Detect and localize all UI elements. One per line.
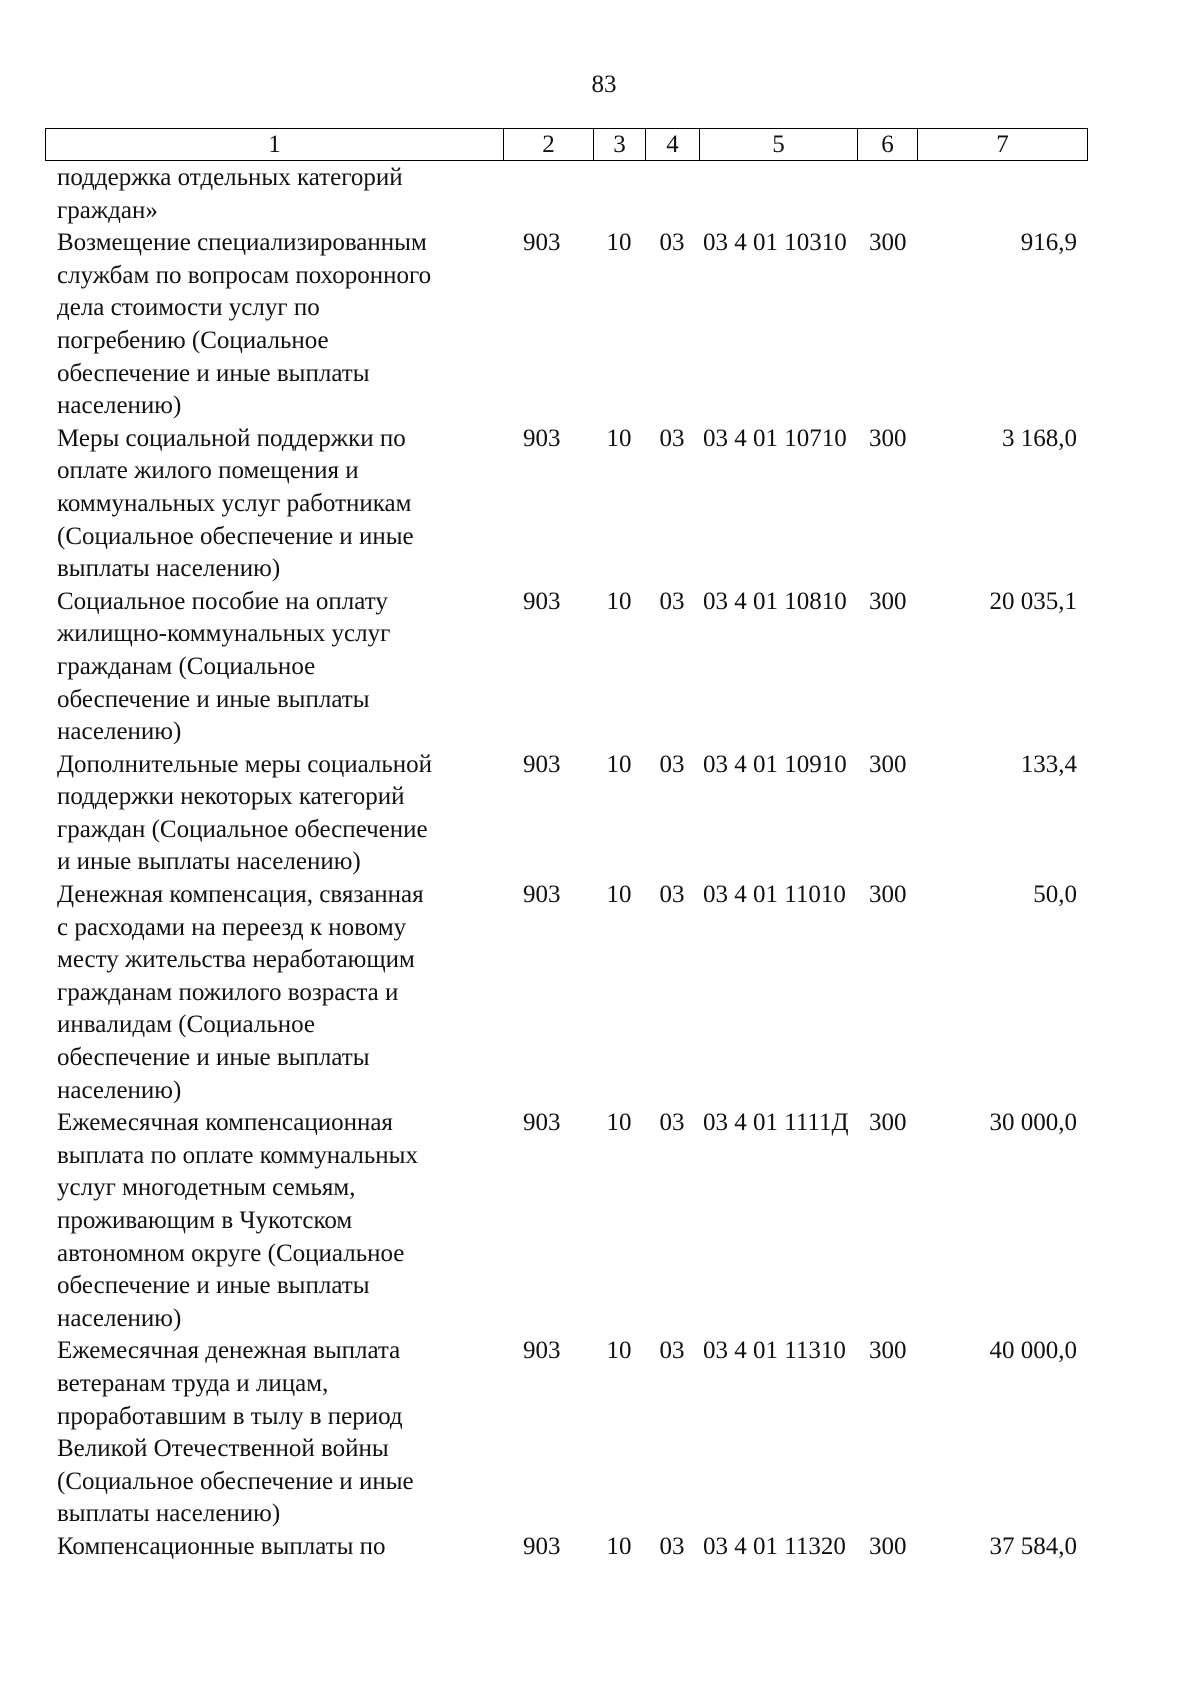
table-row bbox=[45, 749, 1087, 879]
expense-type-cell: 300 bbox=[869, 1109, 907, 1137]
row-name-line: коммунальных услуг работникам bbox=[57, 489, 412, 517]
admin-code-cell: 903 bbox=[523, 881, 561, 909]
row-name-line: гражданам (Социальное bbox=[57, 652, 316, 680]
admin-code-cell: 903 bbox=[523, 1337, 561, 1365]
row-name-line: Денежная компенсация, связанная bbox=[57, 881, 424, 909]
row-name-cell bbox=[45, 227, 503, 423]
table-row bbox=[45, 227, 1087, 423]
row-name-line: Ежемесячная компенсационная bbox=[57, 1109, 393, 1137]
column-header-table bbox=[45, 128, 1088, 161]
admin-code-cell: 903 bbox=[523, 587, 561, 615]
row-name-line: обеспечение и иные выплаты bbox=[57, 359, 370, 387]
section-code-cell: 10 bbox=[606, 1109, 632, 1137]
row-name-line: жилищно-коммунальных услуг bbox=[57, 620, 391, 648]
section-code-cell: 10 bbox=[606, 881, 632, 909]
row-name-cell bbox=[45, 879, 503, 1107]
target-article-cell: 03 4 01 1111Д bbox=[703, 1109, 849, 1137]
column-header-5: 5 bbox=[700, 129, 858, 161]
row-name-line: обеспечение и иные выплаты bbox=[57, 1272, 370, 1300]
subsection-code-cell bbox=[645, 162, 699, 227]
row-name-line: поддержка отдельных категорий bbox=[57, 164, 403, 191]
row-name-line: проработавшим в тылу в период bbox=[57, 1402, 403, 1430]
expense-type-cell: 300 bbox=[869, 229, 907, 257]
amount-cell bbox=[917, 162, 1087, 227]
target-article-cell: 03 4 01 11010 bbox=[703, 881, 846, 909]
table-row bbox=[45, 586, 1087, 749]
section-code-cell: 10 bbox=[606, 229, 632, 257]
target-article-cell: 03 4 01 10810 bbox=[703, 587, 847, 615]
section-code-cell: 10 bbox=[606, 424, 632, 452]
page-number: 83 bbox=[591, 71, 617, 98]
row-name-line: Компенсационные выплаты по bbox=[57, 1532, 386, 1560]
row-name-line: (Социальное обеспечение и иные bbox=[57, 522, 414, 550]
section-code-cell: 10 bbox=[606, 587, 632, 615]
row-name-line: Дополнительные меры социальной bbox=[57, 750, 433, 778]
row-name-line: услуг многодетным семьям, bbox=[57, 1174, 356, 1202]
row-name-line: Меры социальной поддержки по bbox=[57, 424, 406, 452]
budget-table bbox=[45, 162, 1087, 1564]
target-article-cell: 03 4 01 11310 bbox=[703, 1337, 846, 1365]
admin-code-cell: 903 bbox=[523, 1109, 561, 1137]
table-row bbox=[45, 1335, 1087, 1531]
amount-cell: 3 168,0 bbox=[1002, 424, 1077, 452]
section-code-cell bbox=[593, 162, 645, 227]
row-name-line: граждан (Социальное обеспечение bbox=[57, 815, 428, 843]
row-name-line: Великой Отечественной войны bbox=[57, 1435, 389, 1463]
subsection-code-cell: 03 bbox=[659, 424, 685, 452]
column-header-1: 1 bbox=[46, 129, 504, 161]
target-article-cell bbox=[699, 162, 857, 227]
row-name-cell bbox=[45, 162, 503, 227]
target-article-cell: 03 4 01 10310 bbox=[703, 229, 847, 257]
row-name-line: граждан» bbox=[57, 196, 158, 224]
section-code-cell: 10 bbox=[606, 1337, 632, 1365]
section-code-cell: 10 bbox=[606, 1532, 632, 1560]
column-header-4: 4 bbox=[646, 129, 700, 161]
row-name-line: населению) bbox=[57, 1304, 182, 1332]
row-name-line: Ежемесячная денежная выплата bbox=[57, 1337, 401, 1365]
amount-cell: 30 000,0 bbox=[989, 1109, 1077, 1137]
target-article-cell: 03 4 01 10710 bbox=[703, 424, 847, 452]
row-name-line: погребению (Социальное bbox=[57, 326, 329, 354]
expense-type-cell: 300 bbox=[869, 1532, 907, 1560]
row-name-line: дела стоимости услуг по bbox=[57, 294, 320, 322]
amount-cell: 50,0 bbox=[1033, 881, 1077, 909]
row-name-line: ветеранам труда и лицам, bbox=[57, 1369, 329, 1397]
row-name-line: (Социальное обеспечение и иные bbox=[57, 1467, 414, 1495]
subsection-code-cell: 03 bbox=[659, 1337, 685, 1365]
admin-code-cell: 903 bbox=[523, 229, 561, 257]
amount-cell: 133,4 bbox=[1020, 750, 1077, 778]
amount-cell: 37 584,0 bbox=[989, 1532, 1077, 1560]
row-name-line: обеспечение и иные выплаты bbox=[57, 685, 370, 713]
column-header-row bbox=[46, 129, 1088, 161]
row-name-cell bbox=[45, 1335, 503, 1531]
subsection-code-cell: 03 bbox=[659, 229, 685, 257]
subsection-code-cell: 03 bbox=[659, 1532, 685, 1560]
expense-type-cell: 300 bbox=[869, 424, 907, 452]
amount-cell: 40 000,0 bbox=[989, 1337, 1077, 1365]
expense-type-cell: 300 bbox=[869, 750, 907, 778]
expense-type-cell: 300 bbox=[869, 881, 907, 909]
row-name-line: гражданам пожилого возраста и bbox=[57, 978, 399, 1006]
row-name-line: оплате жилого помещения и bbox=[57, 457, 359, 485]
row-name-cell bbox=[45, 423, 503, 586]
row-name-cell bbox=[45, 1107, 503, 1335]
table-row bbox=[45, 162, 1087, 227]
table-row bbox=[45, 1531, 1087, 1564]
admin-code-cell: 903 bbox=[523, 750, 561, 778]
row-name-line: проживающим в Чукотском bbox=[57, 1207, 353, 1234]
row-name-line: населению) bbox=[57, 1076, 182, 1104]
table-row bbox=[45, 423, 1087, 586]
table-row bbox=[45, 879, 1087, 1107]
column-header-3: 3 bbox=[594, 129, 646, 161]
expense-type-cell bbox=[857, 162, 917, 227]
column-header-6: 6 bbox=[858, 129, 918, 161]
expense-type-cell: 300 bbox=[869, 1337, 907, 1365]
column-header-2: 2 bbox=[504, 129, 594, 161]
admin-code-cell: 903 bbox=[523, 424, 561, 452]
row-name-cell bbox=[45, 749, 503, 879]
row-name-line: службам по вопросам похоронного bbox=[57, 261, 432, 289]
subsection-code-cell: 03 bbox=[659, 587, 685, 615]
row-name-cell bbox=[45, 1531, 503, 1564]
row-name-line: Социальное пособие на оплату bbox=[57, 587, 388, 615]
admin-code-cell: 903 bbox=[523, 1532, 561, 1560]
row-name-cell bbox=[45, 586, 503, 749]
expense-type-cell: 300 bbox=[869, 587, 907, 615]
row-name-line: выплаты населению) bbox=[57, 555, 281, 583]
row-name-line: с расходами на переезд к новому bbox=[57, 913, 407, 941]
subsection-code-cell: 03 bbox=[659, 750, 685, 778]
subsection-code-cell: 03 bbox=[659, 1109, 685, 1137]
target-article-cell: 03 4 01 11320 bbox=[703, 1532, 846, 1560]
row-name-line: и иные выплаты населению) bbox=[57, 848, 361, 876]
amount-cell: 20 035,1 bbox=[989, 587, 1077, 615]
admin-code-cell bbox=[503, 162, 593, 227]
row-name-line: месту жительства неработающим bbox=[57, 946, 415, 974]
amount-cell: 916,9 bbox=[1020, 229, 1077, 257]
row-name-line: выплата по оплате коммунальных bbox=[57, 1141, 418, 1169]
row-name-line: выплаты населению) bbox=[57, 1500, 281, 1528]
column-header-7: 7 bbox=[918, 129, 1088, 161]
subsection-code-cell: 03 bbox=[659, 881, 685, 909]
row-name-line: обеспечение и иные выплаты bbox=[57, 1044, 370, 1072]
budget-table-body bbox=[45, 162, 1087, 1564]
row-name-line: Возмещение специализированным bbox=[57, 229, 427, 257]
row-name-line: населению) bbox=[57, 718, 182, 746]
row-name-line: населению) bbox=[57, 392, 182, 420]
target-article-cell: 03 4 01 10910 bbox=[703, 750, 847, 778]
row-name-line: автономном округе (Социальное bbox=[57, 1239, 405, 1267]
section-code-cell: 10 bbox=[606, 750, 632, 778]
table-row bbox=[45, 1107, 1087, 1335]
row-name-line: инвалидам (Социальное bbox=[57, 1011, 316, 1039]
row-name-line: поддержки некоторых категорий bbox=[57, 783, 405, 811]
